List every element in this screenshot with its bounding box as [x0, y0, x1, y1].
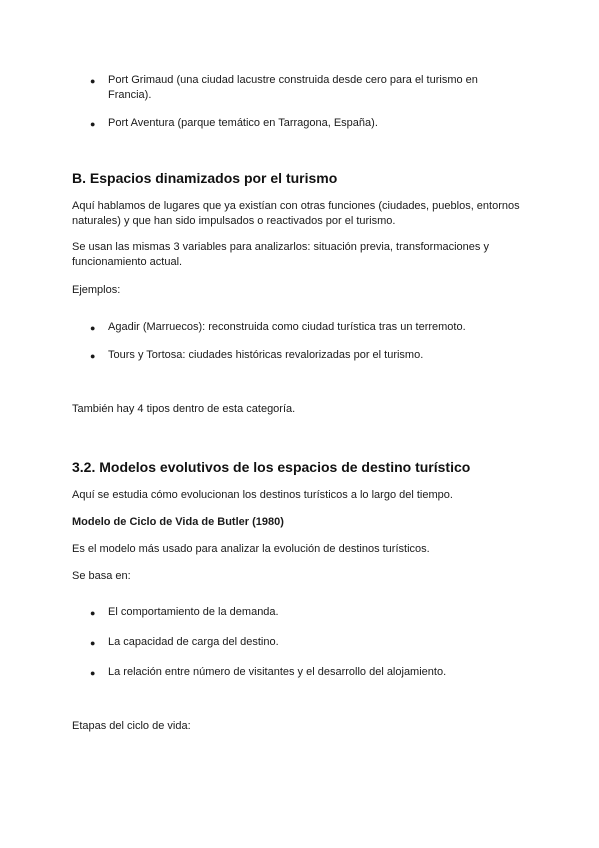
section-3-2-paragraph-1: Es el modelo más usado para analizar la evolución de destinos turísticos.: [72, 543, 430, 555]
list-item: Tours y Tortosa: ciudades históricas revalorizadas por el turismo.: [108, 349, 424, 361]
bullet-icon: ●: [90, 638, 96, 648]
section-b-paragraph-1: Aquí hablamos de lugares que ya existían con otras funciones (ciudades, pueblos, entornos naturales) y que han sido impulsados o reactivados por el turismo.: [72, 200, 520, 227]
section-b-heading: B. Espacios dinamizados por el turismo: [72, 170, 338, 186]
list-item: La relación entre número de visitantes y el desarrollo del alojamiento.: [108, 666, 447, 678]
list-item: El comportamiento de la demanda.: [108, 606, 279, 618]
section-b-paragraph-2: Se usan las mismas 3 variables para analizarlos: situación previa, transformaciones y funcionamiento actual.: [72, 241, 489, 268]
stages-label: Etapas del ciclo de vida:: [72, 720, 191, 732]
section-3-2-paragraph-2: Se basa en:: [72, 570, 131, 582]
section-3-2-intro: Aquí se estudia cómo evolucionan los destinos turísticos a lo largo del tiempo.: [72, 489, 453, 501]
section-b-closing: También hay 4 tipos dentro de esta categoría.: [72, 403, 296, 415]
bullet-icon: ●: [90, 351, 96, 361]
bullet-icon: ●: [90, 668, 96, 678]
bullet-icon: ●: [90, 323, 96, 333]
bullet-icon: ●: [90, 608, 96, 618]
examples-label: Ejemplos:: [72, 284, 121, 296]
list-item: Agadir (Marruecos): reconstruida como ciudad turística tras un terremoto.: [108, 321, 466, 333]
list-item: Port Aventura (parque temático en Tarragona, España).: [108, 117, 378, 129]
bullet-icon: ●: [90, 76, 96, 86]
butler-model-subtitle: Modelo de Ciclo de Vida de Butler (1980): [72, 516, 284, 528]
bullet-icon: ●: [90, 119, 96, 129]
list-item: La capacidad de carga del destino.: [108, 636, 279, 648]
list-item: Port Grimaud (una ciudad lacustre construida desde cero para el turismo en Francia).: [108, 74, 478, 101]
section-3-2-heading: 3.2. Modelos evolutivos de los espacios de destino turístico: [72, 459, 471, 475]
